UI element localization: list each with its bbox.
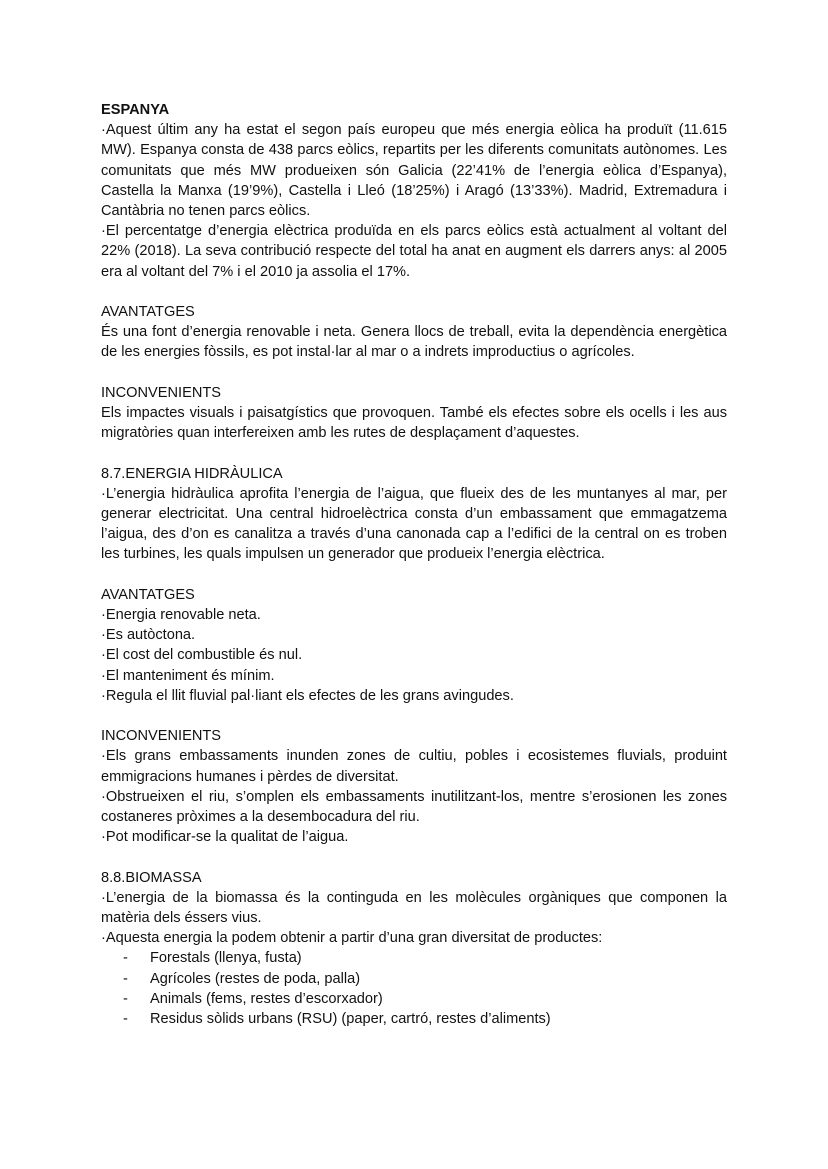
section-biomassa bbox=[101, 868, 727, 1030]
list-item-text: Forestals (llenya, fusta) bbox=[150, 950, 302, 967]
paragraph: ·Aquest últim any ha estat el segon país europeu que més energia eòlica ha produït (11.615 MW). Espanya consta de 438 parcs eòlics, repartits per les diferents comunitats autònomes. Les comunitats que més MW produeixen són Galicia (22’41% de l’energia eòlica d’Espanya), Castella la Manxa (19’9%), Castella i Lleó (18’25%) i Aragó (13’33%). Madrid, Extremadura i Cantàbria no tenen parcs eòlics. bbox=[101, 122, 727, 220]
heading-inconvenients: INCONVENIENTS bbox=[101, 728, 222, 745]
dash-bullet: - bbox=[123, 1011, 128, 1028]
section-hidraulica bbox=[101, 464, 727, 565]
list-item: ·Es autòctona. bbox=[101, 627, 196, 644]
section-eolica-inconvenients bbox=[101, 383, 727, 444]
heading-avantatges: AVANTATGES bbox=[101, 586, 195, 603]
products-list bbox=[101, 948, 727, 1029]
dash-bullet: - bbox=[123, 950, 128, 967]
paragraph: És una font d’energia renovable i neta. Genera llocs de treball, evita la dependència energètica de les energies fòssils, es pot instal·lar al mar o a indrets improductius o agrícoles. bbox=[101, 324, 727, 361]
list-item-text: Residus sòlids urbans (RSU) (paper, cartró, restes d’aliments) bbox=[150, 1011, 551, 1028]
heading-biomassa: 8.8.BIOMASSA bbox=[101, 869, 202, 886]
list-item: ·El cost del combustible és nul. bbox=[101, 647, 303, 664]
heading-inconvenients: INCONVENIENTS bbox=[101, 384, 222, 401]
list-item-text: Agrícoles (restes de poda, palla) bbox=[150, 970, 361, 987]
heading-espanya: ESPANYA bbox=[101, 102, 170, 118]
list-item: ·Regula el llit fluvial pal·liant els efectes de les grans avingudes. bbox=[101, 687, 514, 704]
list-item: ·Pot modificar-se la qualitat de l’aigua. bbox=[101, 829, 349, 846]
section-espanya bbox=[101, 100, 727, 282]
list-item bbox=[123, 948, 727, 968]
paragraph: Els impactes visuals i paisatgístics que provoquen. També els efectes sobre els ocells i les aus migratòries quan interfereixen amb les rutes de desplaçament d’aquestes. bbox=[101, 405, 727, 442]
list-item bbox=[123, 969, 727, 989]
section-hidraulica-avantatges bbox=[101, 585, 727, 706]
heading-avantatges: AVANTATGES bbox=[101, 304, 195, 321]
section-hidraulica-inconvenients bbox=[101, 726, 727, 847]
list-item: ·Els grans embassaments inunden zones de cultiu, pobles i ecosistemes fluvials, produint emmigracions humanes i pèrdes de diversitat. bbox=[101, 748, 727, 785]
paragraph: ·El percentatge d’energia elèctrica produïda en els parcs eòlics està actualment al voltant del 22% (2018). La seva contribució respecte del total ha anat en augment els darrers anys: al 2005 era al voltant del 7% i el 2010 ja assolia el 17%. bbox=[101, 223, 727, 280]
list-item bbox=[123, 1009, 727, 1029]
heading-energia-hidraulica: 8.7.ENERGIA HIDRÀULICA bbox=[101, 465, 283, 482]
paragraph: ·Aquesta energia la podem obtenir a partir d’una gran diversitat de productes: bbox=[101, 930, 603, 947]
avantatges-list bbox=[101, 605, 727, 706]
dash-bullet: - bbox=[123, 970, 128, 987]
list-item bbox=[123, 989, 727, 1009]
list-item: ·El manteniment és mínim. bbox=[101, 667, 275, 684]
paragraph: ·L’energia de la biomassa és la continguda en les molècules orgàniques que componen la matèria dels éssers vius. bbox=[101, 889, 727, 927]
paragraph: ·L’energia hidràulica aprofita l’energia de l’aigua, que flueix des de les muntanyes al mar, per generar electricitat. Una central hidroelèctrica consta d’un embassament que emmagatzema l’aigua, des d’on es canalitza a través d’una canonada cap a l’edifici de la central on es troben les turbines, les quals impulsen un generador que produeix l’energia elèctrica. bbox=[101, 485, 727, 563]
list-item: ·Obstrueixen el riu, s’omplen els embassaments inutilitzant-los, mentre s’erosionen les zones costaneres pròximes a la desembocadura del riu. bbox=[101, 788, 727, 826]
list-item-text: Animals (fems, restes d’escorxador) bbox=[150, 990, 383, 1007]
dash-bullet: - bbox=[123, 990, 128, 1007]
section-eolica-avantatges bbox=[101, 302, 727, 363]
list-item: ·Energia renovable neta. bbox=[101, 607, 261, 624]
